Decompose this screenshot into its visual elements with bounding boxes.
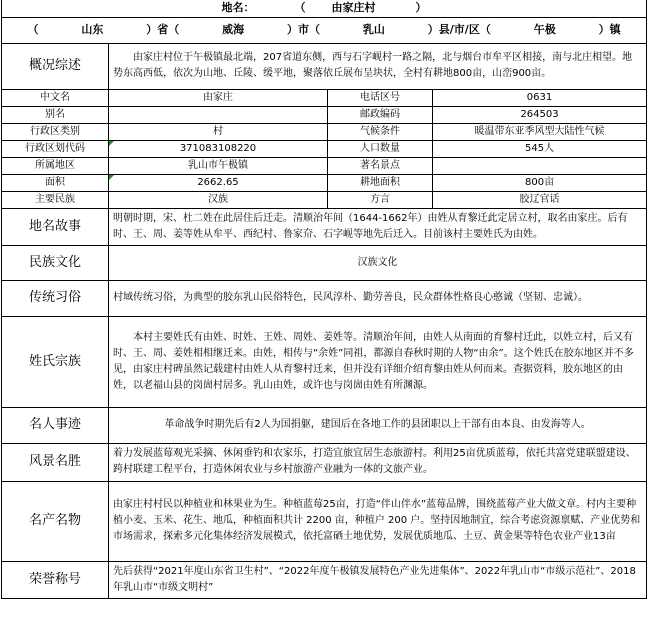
address-open: （ — [27, 23, 39, 36]
celebrities-text: 革命战争时期先后有2人为国捐躯，建国后在各地工作的县团职以上干部有由本良、由发海等人。 — [109, 407, 647, 443]
honors-text: 先后获得“2021年度山东省卫生村”、“2022年度午极镇发展特色产业先进集体”、2022年乳山市“市级示范社”、2018年乳山市“市级文明村” — [109, 561, 647, 598]
products-row — [2, 481, 647, 561]
ethnic-value: 汉族 — [109, 191, 328, 208]
climate-value: 暖温带东亚季风型大陆性气候 — [433, 123, 647, 140]
customs-row — [2, 280, 647, 316]
town-unit: ）镇 — [598, 23, 621, 36]
scenery-text: 着力发展蓝莓观光采摘、休闲垂钓和农家乐，打造宜旅宜居生态旅游村。利用25亩优质蓝莓，依托共富党建联盟建设、跨村联建工程平台，打造休闲农业与乡村旅游产业融为一体的文旅产业。 — [109, 443, 647, 481]
dialect-label: 方言 — [328, 191, 433, 208]
place-name-cell — [2, 0, 647, 17]
story-label: 地名故事 — [2, 208, 109, 245]
scenery-label: 风景名胜 — [2, 443, 109, 481]
climate-label: 气候条件 — [328, 123, 433, 140]
ethnic-label: 主要民族 — [2, 191, 109, 208]
scenic-value — [433, 157, 647, 174]
postal-code-value: 264503 — [433, 106, 647, 123]
address-row — [2, 17, 647, 43]
postal-code-label: 邮政编码 — [328, 106, 433, 123]
population-value: 545人 — [433, 140, 647, 157]
province-unit: ）省（ — [146, 23, 180, 36]
info-row-1 — [2, 89, 647, 106]
dialect-value: 胶辽官话 — [433, 191, 647, 208]
region-label: 所属地区 — [2, 157, 109, 174]
city-unit: ）市（ — [287, 23, 320, 36]
population-label: 人口数量 — [328, 140, 433, 157]
info-row-4 — [2, 140, 647, 157]
scenery-row — [2, 443, 647, 481]
overview-text: 由家庄村位于午极镇最北端，207省道东侧，西与石字岘村一路之隔，北与烟台市牟平区相接，南与北庄相望。地势东高西低，依次为山地、丘陵、缓平地，聚落依丘展布呈块状，全村有耕地800亩，山峦900亩。 — [109, 43, 647, 89]
admin-type-label: 行政区类别 — [2, 123, 109, 140]
record-table — [1, 0, 647, 599]
phone-code-value: 0631 — [433, 89, 647, 106]
surname-text: 本村主要姓氏有由姓、时姓、王姓、周姓、姜姓等。清顺治年间，由姓人从南面的育黎村迁此，以姓立村，后又有时、王、周、姜姓相相继迁来。由姓，相传与“余姓”同祖，都源自春秋时期的人物“由余”。这个姓氏在胶东地区并不多见，由家庄村碑虽然记载建村由姓人从育黎村迁来，但并没有详细介绍育黎由姓从何而来。查据资料，胶东地区的由姓，以老福山县的岗崮村居多。乳山由姓，或许也与岗崮由姓有所渊源。 — [109, 316, 647, 407]
phone-code-label: 电话区号 — [328, 89, 433, 106]
story-text: 明朝时期，宋、杜二姓在此居住后迁走。清顺治年间（1644-1662年）由姓从育黎迁此定居立村，取名由家庄。后有时、王、周、姜等姓从牟平、西纪村、鲁家夼、石字岘等地先后迁入。目前该村主要姓氏为由姓。 — [109, 208, 647, 245]
area-label: 面积 — [2, 174, 109, 191]
culture-row — [2, 245, 647, 280]
region-value: 乳山市午极镇 — [109, 157, 328, 174]
admin-code-value: 371083108220 — [109, 140, 328, 157]
info-row-3 — [2, 123, 647, 140]
province: 山东 — [81, 23, 104, 36]
culture-text: 汉族文化 — [109, 245, 647, 280]
overview-label: 概况综述 — [2, 43, 109, 89]
place-name: 由家庄村 — [331, 1, 376, 15]
scenic-label: 著名景点 — [328, 157, 433, 174]
customs-text: 村域传统习俗，为典型的胶东乳山民俗特色，民风淳朴、勤劳善良，民众群体性格良心憨诚（坚韧、忠诚）。 — [109, 280, 647, 316]
alias-value — [109, 106, 328, 123]
surname-row — [2, 316, 647, 407]
alias-label: 别名 — [2, 106, 109, 123]
overview-row — [2, 43, 647, 89]
info-row-5 — [2, 157, 647, 174]
info-row-2 — [2, 106, 647, 123]
info-row-7 — [2, 191, 647, 208]
celebrities-label: 名人事迹 — [2, 407, 109, 443]
place-open: （ — [294, 1, 306, 15]
farmland-value: 800亩 — [433, 174, 647, 191]
county: 乳山 — [362, 23, 385, 36]
farmland-label: 耕地面积 — [328, 174, 433, 191]
place-close: ） — [415, 1, 427, 15]
info-row-6 — [2, 174, 647, 191]
admin-code-label: 行政区划代码 — [2, 140, 109, 157]
place-label: 地名： — [221, 1, 255, 15]
customs-label: 传统习俗 — [2, 280, 109, 316]
products-text: 由家庄村村民以种植业和林果业为生。种植蓝莓25亩，打造“伴山伴水”蓝莓品牌，围绕蓝莓产业大做文章。村内主要种植小麦、玉米、花生、地瓜，种植面积共计 2200 亩，种植户 200 户。坚持因地制宜，综合考虑资源禀赋、产业优势和市场需求，探索多元化集体经济发展模式，依托富硒土地优势，发展优质地瓜、土豆、黄金果等特色农业产业13亩 — [109, 481, 647, 561]
county-unit: ）县/市/区（ — [427, 23, 491, 36]
products-label: 名产名物 — [2, 481, 109, 561]
chinese-name-label: 中文名 — [2, 89, 109, 106]
address-cell — [2, 17, 647, 43]
story-row — [2, 208, 647, 245]
admin-type-value: 村 — [109, 123, 328, 140]
chinese-name-value: 由家庄 — [109, 89, 328, 106]
town: 午极 — [533, 23, 556, 36]
surname-label: 姓氏宗族 — [2, 316, 109, 407]
area-value: 2662.65 — [109, 174, 328, 191]
culture-label: 民族文化 — [2, 245, 109, 280]
title-row — [2, 0, 647, 17]
celebrities-row — [2, 407, 647, 443]
honors-label: 荣誉称号 — [2, 561, 109, 598]
city: 威海 — [222, 23, 245, 36]
honors-row — [2, 561, 647, 598]
